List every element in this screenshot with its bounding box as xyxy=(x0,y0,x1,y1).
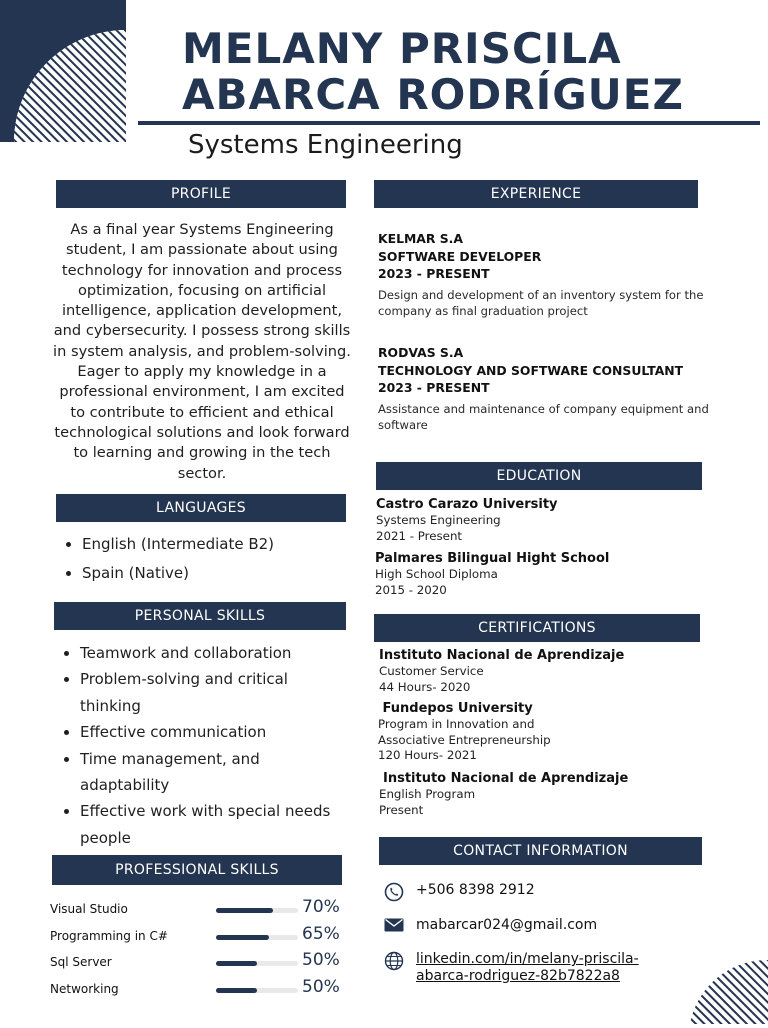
name-line-1: MELANY PRISCILA xyxy=(182,24,622,73)
phone-number: +506 8398 2912 xyxy=(416,882,535,898)
certification-program: Program in Innovation and xyxy=(378,717,535,731)
certification-program: Associative Entrepreneurship xyxy=(378,732,551,747)
linkedin-line-2[interactable]: abarca-rodriguez-82b7822a8 xyxy=(416,968,620,984)
section-experience: EXPERIENCE xyxy=(374,180,698,208)
company-name: KELMAR S.A xyxy=(378,231,463,246)
list-item: • Spain (Native) xyxy=(82,559,372,588)
section-professional-skills: PROFESSIONAL SKILLS xyxy=(52,855,342,885)
list-item: • Effective communication xyxy=(80,719,370,745)
section-contact: CONTACT INFORMATION xyxy=(379,837,702,865)
skill-percent: 65% xyxy=(302,924,340,944)
job-role: SOFTWARE DEVELOPER xyxy=(378,248,542,264)
degree: High School Diploma xyxy=(375,567,498,581)
skill-name: Sql Server xyxy=(50,955,112,969)
contact-linkedin xyxy=(384,951,639,985)
section-personal-skills: PERSONAL SKILLS xyxy=(54,602,346,630)
education-entry xyxy=(375,550,609,598)
list-item: • Problem-solving and critical thinking xyxy=(80,666,310,719)
school-name: Castro Carazo University xyxy=(376,497,558,512)
languages-list xyxy=(56,530,372,587)
list-item: • English (Intermediate B2) xyxy=(82,530,372,559)
skill-name: Visual Studio xyxy=(50,902,128,916)
job-description: Design and development of an inventory system for the company as final graduation project xyxy=(378,287,704,318)
education-period: 2021 - Present xyxy=(376,528,463,543)
header-divider xyxy=(138,121,760,125)
contact-email xyxy=(384,917,597,937)
list-item: • Time management, and adaptability xyxy=(80,746,290,799)
skill-bar-fill xyxy=(216,935,269,940)
phone-icon xyxy=(384,882,404,906)
education-period: 2015 - 2020 xyxy=(375,582,447,597)
certification-program: Customer Service xyxy=(379,664,484,678)
skill-percent: 70% xyxy=(302,897,340,917)
name-line-2: ABARCA RODRÍGUEZ xyxy=(182,70,684,119)
certification-institution: Fundepos University xyxy=(378,701,533,716)
skill-bar-fill xyxy=(216,961,257,966)
certification-entry xyxy=(379,647,624,695)
skill-row xyxy=(50,897,350,920)
section-profile: PROFILE xyxy=(56,180,346,208)
skill-percent: 50% xyxy=(302,977,340,997)
list-item: • Effective work with special needs people xyxy=(80,798,342,851)
linkedin-link[interactable] xyxy=(416,951,639,985)
skill-name: Networking xyxy=(50,982,119,996)
experience-entry xyxy=(378,230,728,320)
email-address[interactable]: mabarcar024@gmail.com xyxy=(416,917,598,933)
profile-text: As a final year Systems Engineering student, I am passionate about using technology for innovation and process optimization, focusing on artificial intelligence, application development, and cybersecurity. I possess strong skills in system analysis, and problem-solving. Eager to apply my knowledge in a professional environment, I am excited to contribute to efficient and ethical technological solutions and look forward to learning and growing in the tech sector. xyxy=(53,221,351,482)
skill-bar-track xyxy=(216,961,298,966)
skill-bar-fill xyxy=(216,908,273,913)
section-certifications: CERTIFICATIONS xyxy=(374,614,700,642)
skill-name: Programming in C# xyxy=(50,929,168,943)
certification-detail: 120 Hours- 2021 xyxy=(378,748,477,762)
degree: Systems Engineering xyxy=(376,513,501,527)
decor-top-left xyxy=(0,0,126,142)
certification-detail: Present xyxy=(379,802,424,817)
company-name: RODVAS S.A xyxy=(378,345,464,360)
globe-icon xyxy=(384,951,404,975)
contact-phone xyxy=(384,882,535,906)
certification-entry xyxy=(379,770,628,818)
linkedin-line-1[interactable]: linkedin.com/in/melany-priscila- xyxy=(416,951,639,967)
skill-bar-track xyxy=(216,935,298,940)
job-period: 2023 - PRESENT xyxy=(378,266,490,281)
education-entry xyxy=(376,496,558,544)
mail-icon xyxy=(384,917,404,937)
school-name: Palmares Bilingual Hight School xyxy=(375,551,610,566)
section-languages: LANGUAGES xyxy=(56,494,346,522)
decor-bottom-right xyxy=(690,960,768,1024)
skill-bar-track xyxy=(216,908,298,913)
experience-entry xyxy=(378,344,738,434)
skill-bar-fill xyxy=(216,988,257,993)
certification-entry xyxy=(378,700,551,764)
skill-percent: 50% xyxy=(302,950,340,970)
skill-row xyxy=(50,977,350,1000)
skill-row xyxy=(50,924,350,947)
section-education: EDUCATION xyxy=(376,462,702,490)
skill-bar-track xyxy=(216,988,298,993)
personal-skills-list xyxy=(54,640,370,851)
job-description: Assistance and maintenance of company equipment and software xyxy=(378,401,709,432)
certification-program: English Program xyxy=(379,787,476,801)
certification-institution: Instituto Nacional de Aprendizaje xyxy=(379,648,625,663)
list-item: • Teamwork and collaboration xyxy=(80,640,370,666)
skill-row xyxy=(50,950,350,973)
job-period: 2023 - PRESENT xyxy=(378,380,490,395)
page-subtitle: Systems Engineering xyxy=(188,130,463,160)
job-role: TECHNOLOGY AND SOFTWARE CONSULTANT xyxy=(378,362,684,378)
certification-detail: 44 Hours- 2020 xyxy=(379,679,471,694)
certification-institution: Instituto Nacional de Aprendizaje xyxy=(383,771,629,786)
